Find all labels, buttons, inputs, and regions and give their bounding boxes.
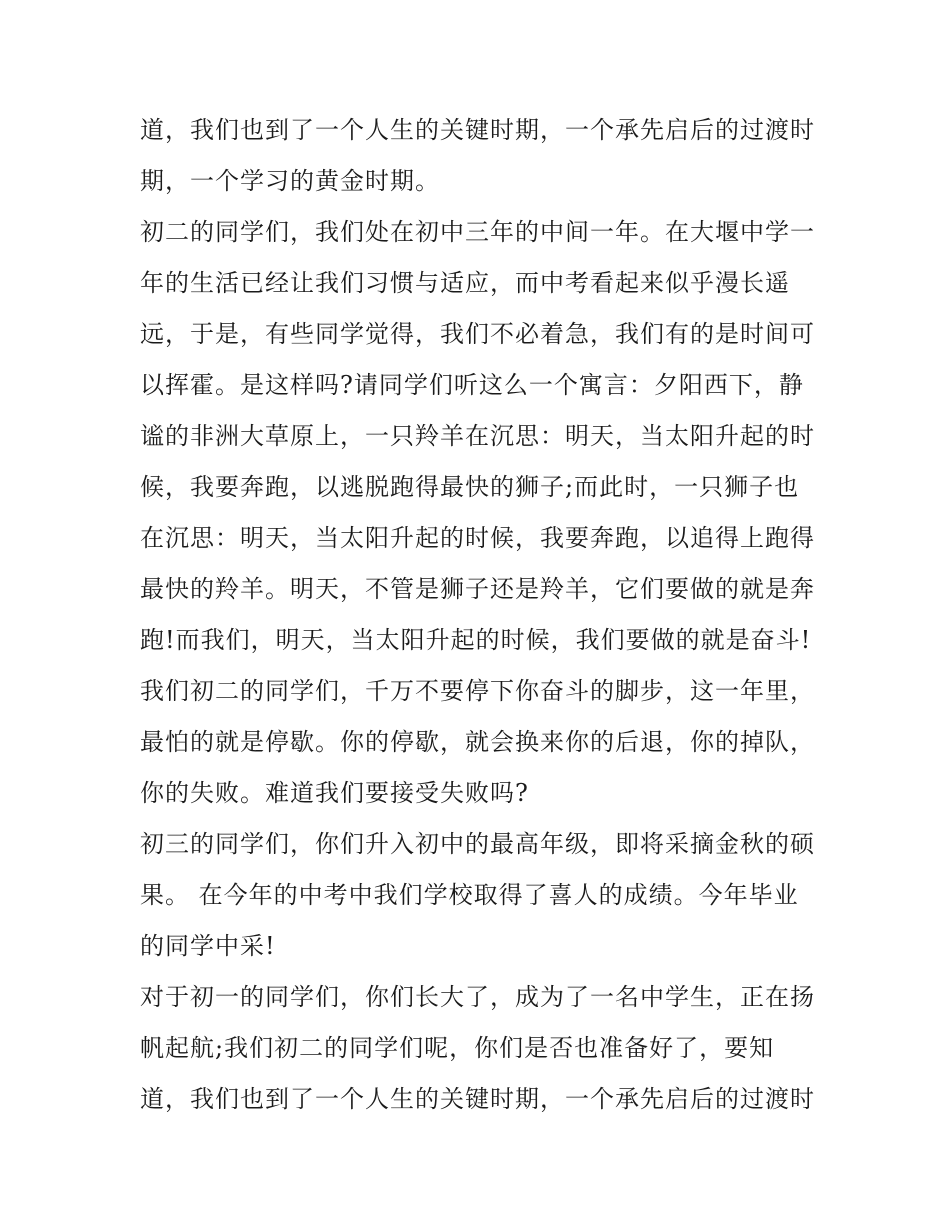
text-line: 谧的非洲大草原上，一只羚羊在沉思：明天，当太阳升起的时: [140, 422, 815, 450]
text-line: 道，我们也到了一个人生的关键时期，一个承先启后的过渡时: [140, 116, 815, 144]
document-body: [140, 105, 830, 1125]
text-line: 年的生活已经让我们习惯与适应，而中考看起来似乎漫长遥: [140, 269, 790, 297]
text-line: 帆起航;我们初二的同学们呢，你们是否也准备好了，要知: [140, 1034, 775, 1062]
text-line: 道，我们也到了一个人生的关键时期，一个承先启后的过渡时: [140, 1085, 815, 1113]
text-line: 在沉思：明天，当太阳升起的时候，我要奔跑，以追得上跑得: [140, 524, 815, 552]
text-line: 远，于是，有些同学觉得，我们不必着急，我们有的是时间可: [140, 320, 815, 348]
text-line: 期，一个学习的黄金时期。: [140, 167, 440, 195]
text-line: 候，我要奔跑，以逃脱跑得最快的狮子;而此时，一只狮子也: [140, 473, 800, 501]
text-line: 我们初二的同学们，千万不要停下你奋斗的脚步，这一年里，: [140, 677, 815, 705]
text-line: 最快的羚羊。明天，不管是狮子还是羚羊，它们要做的就是奔: [140, 575, 815, 603]
text-line: 以挥霍。是这样吗?请同学们听这么一个寓言：夕阳西下，静: [140, 371, 804, 399]
text-line: 对于初一的同学们，你们长大了，成为了一名中学生，正在扬: [140, 983, 815, 1011]
text-line: 果。 在今年的中考中我们学校取得了喜人的成绩。今年毕业: [140, 881, 799, 909]
text-line: 你的失败。难道我们要接受失败吗?: [140, 779, 529, 807]
text-line: 跑!而我们，明天，当太阳升起的时候，我们要做的就是奋斗!: [140, 626, 812, 654]
text-line: 初二的同学们，我们处在初中三年的中间一年。在大堰中学一: [140, 218, 815, 246]
text-line: 的同学中采!: [140, 932, 276, 960]
text-line: 最怕的就是停歇。你的停歇，就会换来你的后退，你的掉队，: [140, 728, 815, 756]
text-line: 初三的同学们，你们升入初中的最高年级，即将采摘金秋的硕: [140, 830, 815, 858]
